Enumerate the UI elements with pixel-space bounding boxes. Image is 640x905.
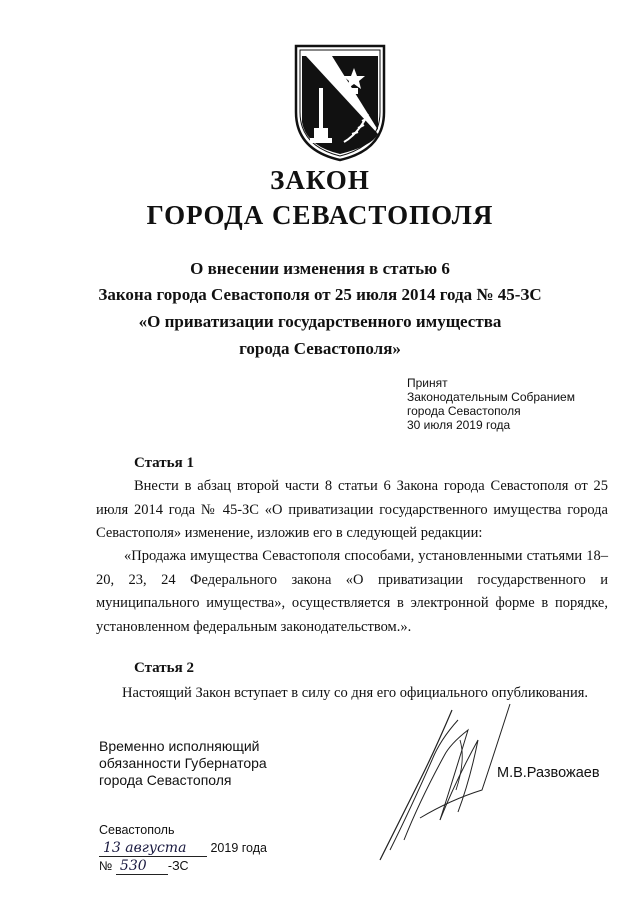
signatory-position: [99, 738, 267, 789]
article-2-heading: Статья 2: [134, 660, 194, 676]
subject-line: «О приватизации государственного имущества: [138, 312, 502, 331]
position-line: города Севастополя: [99, 772, 232, 788]
position-line: обязанности Губернатора: [99, 755, 267, 771]
adoption-line: Законодательным Собранием: [407, 390, 575, 404]
article-1-heading: Статья 1: [134, 455, 194, 471]
subject-line: города Севастополя»: [239, 339, 401, 358]
signatory-name: М.В.Развожаев: [497, 765, 600, 781]
article-1-quoted-text: «Продажа имущества Севастополя способами, установленными статьями 18–20, 23, 24 Федерального закона «О приватизации государственного и муниципального имущества», осуществляется в электронной форме в порядке, установленном федеральным законодательством.».: [96, 548, 608, 635]
number-prefix: №: [99, 859, 113, 873]
handwritten-signature-icon: [360, 700, 520, 865]
signing-date: [99, 840, 267, 857]
number-suffix: -ЗС: [167, 859, 189, 873]
handwritten-number: 530: [116, 858, 168, 875]
issuer-title: ГОРОДА СЕВАСТОПОЛЯ: [146, 200, 494, 230]
subject-line: О внесении изменения в статью 6: [190, 259, 450, 278]
article-1-paragraph: Внести в абзац второй части 8 статьи 6 Закона города Севастополя от 25 июля 2014 года № 45-ЗС «О приватизации государственного имущества города Севастополя» изменение, изложив его в следующей редакции:: [96, 478, 608, 541]
adoption-note: [407, 376, 575, 432]
signing-place: Севастополь: [99, 823, 175, 837]
article-2-paragraph: Настоящий Закон вступает в силу со дня его официального опубликования.: [122, 685, 589, 701]
handwritten-date: 13 августа: [99, 840, 207, 857]
document-type-title: ЗАКОН: [270, 165, 370, 195]
adoption-line: города Севастополя: [407, 404, 521, 418]
date-year: 2019 года: [210, 841, 267, 855]
law-number: [99, 858, 189, 875]
position-line: Временно исполняющий: [99, 738, 260, 754]
adoption-date: 30 июля 2019 года: [407, 418, 511, 432]
subject-line: Закона города Севастополя от 25 июля 2014 года № 45-ЗС: [98, 285, 542, 304]
adoption-line: Принят: [407, 376, 448, 390]
sevastopol-coat-of-arms-icon: [292, 42, 388, 164]
